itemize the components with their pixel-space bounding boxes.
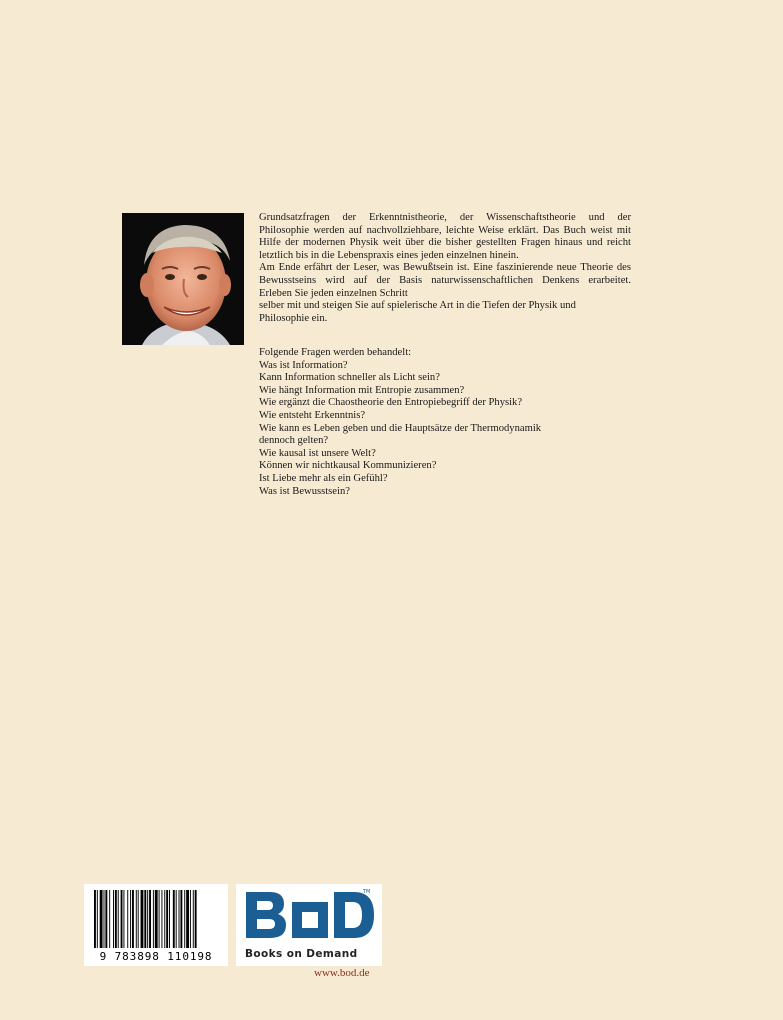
publisher-url[interactable]: www.bod.de (314, 967, 370, 979)
barcode-bar (132, 890, 134, 948)
barcode-bar (155, 890, 158, 948)
barcode-bar (104, 890, 105, 948)
barcode-bar (100, 890, 103, 948)
barcode-bar (173, 890, 175, 948)
barcode-bar (159, 890, 160, 948)
barcode-bar (97, 890, 98, 948)
question-item: Kann Information schneller als Licht sein? (259, 372, 440, 384)
barcode-bar (186, 890, 189, 948)
barcode-bar (130, 890, 131, 948)
barcode-bar (138, 890, 139, 948)
barcode-bar (127, 890, 128, 948)
question-item: Wie kausal ist unsere Welt? (259, 447, 376, 459)
isbn-barcode (84, 884, 228, 966)
blurb-line: Hilfe der modernen Physik weit über die bisher gestellten Fragen hinaus und reicht (259, 237, 631, 249)
bod-logo-mark (236, 884, 382, 948)
blurb-line: Philosophie ein. (259, 312, 328, 324)
barcode-bar (184, 890, 185, 948)
barcode-bar (121, 890, 123, 948)
blurb-line: Bewusstseins wird auf der Basis naturwissenschaftlichen Denkens erarbeitet. (259, 274, 631, 286)
barcode-bar (115, 890, 117, 948)
question-list (259, 347, 631, 498)
barcode-bars (94, 890, 218, 948)
back-cover-blurb (259, 212, 631, 325)
question-item: Wie hängt Information mit Entropie zusammen? (259, 384, 465, 396)
blurb-line: Am Ende erfährt der Leser, was Bewußtsein ist. Eine faszinierende neue Theorie des (259, 262, 631, 274)
author-portrait-image (122, 213, 244, 345)
barcode-bar (144, 890, 146, 948)
barcode-bar (149, 890, 151, 948)
barcode-bar (161, 890, 162, 948)
question-item: Können wir nichtkausal Kommunizieren? (259, 460, 437, 472)
question-item: dennoch gelten? (259, 435, 329, 447)
publisher-name: Books on Demand (245, 948, 358, 960)
barcode-bar (169, 890, 170, 948)
isbn-number: 9 783898 110198 (99, 950, 213, 963)
barcode-bar (118, 890, 119, 948)
blurb-line: Grundsatzfragen der Erkenntnistheorie, der Wissenschaftstheorie und der (259, 212, 631, 223)
barcode-bar (94, 890, 96, 948)
barcode-bar (136, 890, 137, 948)
barcode-bar (153, 890, 154, 948)
blurb-line: selber mit und steigen Sie auf spielerische Art in die Tiefen der Physik und (259, 300, 576, 312)
barcode-bar (179, 890, 180, 948)
barcode-bar (123, 890, 124, 948)
barcode-bar (193, 890, 194, 948)
blurb-line: Erleben Sie jeden einzelnen Schritt (259, 287, 408, 299)
question-item: Was ist Bewusstsein? (259, 485, 350, 497)
question-item: Wie kann es Leben geben und die Hauptsätze der Thermodynamik (259, 422, 542, 434)
barcode-bar (113, 890, 114, 948)
barcode-bar (105, 890, 107, 948)
question-item: Wie ergänzt die Chaostheorie den Entropiebegriff der Physik? (259, 397, 523, 409)
barcode-bar (176, 890, 177, 948)
barcode-bar (147, 890, 148, 948)
blurb-line: Philosophie werden auf nachvollziehbare, leichte Weise erklärt. Das Buch weist mit (259, 224, 631, 236)
barcode-bar (164, 890, 165, 948)
publisher-logo (236, 884, 382, 966)
trademark-mark: TM (363, 889, 371, 895)
barcode-bar (190, 890, 191, 948)
barcode-bar (195, 890, 197, 948)
question-item: Wie entsteht Erkenntnis? (259, 409, 366, 421)
author-photo (122, 213, 244, 345)
question-item: Ist Liebe mehr als ein Gefühl? (259, 472, 388, 484)
barcode-bar (109, 890, 110, 948)
barcode-bar (141, 890, 144, 948)
question-item: Was ist Information? (259, 359, 348, 371)
barcode-bar (180, 890, 182, 948)
blurb-line: letztlich bis in die Lebenspraxis eines jeden einzelnen hinein. (259, 249, 519, 261)
question-list-heading: Folgende Fragen werden behandelt: (259, 347, 412, 358)
barcode-bar (166, 890, 168, 948)
